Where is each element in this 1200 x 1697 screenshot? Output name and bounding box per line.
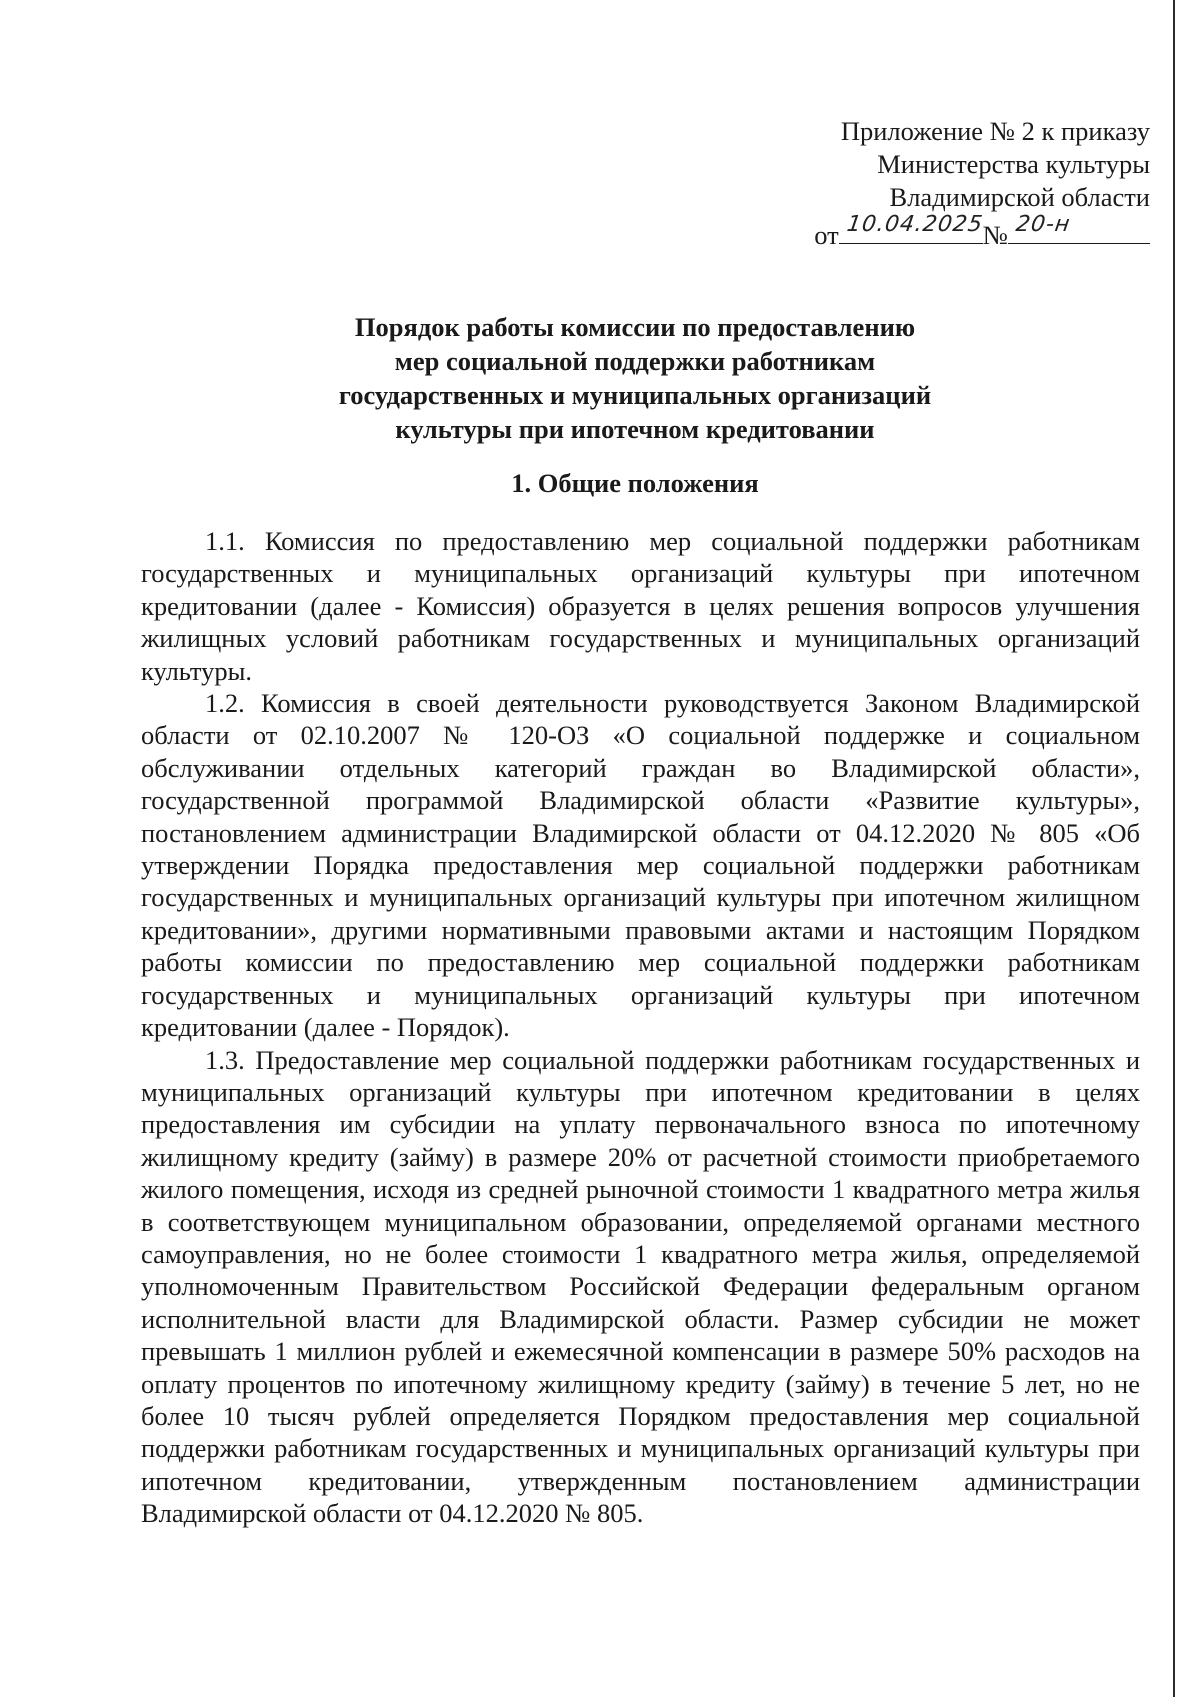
section-body xyxy=(141,525,1140,1530)
title-line-4: культуры при ипотечном кредитовании xyxy=(395,414,875,444)
title-line-3: государственных и муниципальных организаций xyxy=(338,380,932,410)
section-heading: 1. Общие положения xyxy=(511,468,759,498)
appendix-line-2: Министерства культуры xyxy=(877,149,1150,179)
page-edge-line xyxy=(1173,0,1175,1697)
appendix-line-3: Владимирской области xyxy=(889,182,1150,212)
number-label: № xyxy=(982,220,1008,250)
title-line-2: мер социальной поддержки работникам xyxy=(394,346,876,376)
from-label: от xyxy=(814,220,839,250)
date-blank xyxy=(839,212,985,244)
appendix-block xyxy=(630,115,1150,252)
paragraph-1-1: 1.1. Комиссия по предоставлению мер социальной поддержки работникам государственных и муниципальных организаций культуры при ипотечном кредитовании (далее - Комиссия) образуется в целях решения вопросов улучшения жилищных условий работникам государственных и муниципальных организаций культуры. xyxy=(141,526,1140,686)
handwritten-number: 20-н xyxy=(1014,212,1073,237)
document-title xyxy=(140,310,1130,446)
paragraph-1-2: 1.2. Комиссия в своей деятельности руководствуется Законом Владимирской области от 02.10.2007 № 120-ОЗ «О социальной поддержке и социальном обслуживании отдельных категорий граждан во Владимирской области», государственной программой Владимирской области «Развитие культуры», постановлением администрации Владимирской области от 04.12.2020 № 805 «Об утверждении Порядка предоставления мер социальной поддержки работникам государственных и муниципальных организаций культуры при ипотечном жилищном кредитовании», другими нормативными правовыми актами и настоящим Порядком работы комиссии по предоставлению мер социальной поддержки работникам государственных и муниципальных организаций культуры при ипотечном кредитовании (далее - Порядок). xyxy=(141,688,1140,1043)
paragraph-1-3: 1.3. Предоставление мер социальной поддержки работникам государственных и муниципальных организаций культуры при ипотечном кредитовании в целях предоставления им субсидии на уплату первоначального взноса по ипотечному жилищному кредиту (займу) в размере 20% от расчетной стоимости приобретаемого жилого помещения, исходя из средней рыночной стоимости 1 квадратного метра жилья в соответствующем муниципальном образовании, определяемой органами местного самоуправления, но не более стоимости 1 квадратного метра жилья, определяемой уполномоченным Правительством Российской Федерации федеральным органом исполнительной власти для Владимирской области. Размер субсидии не может превышать 1 миллион рублей и ежемесячной компенсации в размере 50% расходов на оплату процентов по ипотечному жилищному кредиту (займу) в течение 5 лет, но не более 10 тысяч рублей определяется Порядком предоставления мер социальной поддержки работникам государственных и муниципальных организаций культуры при ипотечном кредитовании, утвержденным постановлением администрации Владимирской области от 04.12.2020 № 805. xyxy=(141,1044,1140,1529)
order-date-number-line xyxy=(630,212,1150,252)
number-blank xyxy=(1008,212,1150,244)
title-line-1: Порядок работы комиссии по предоставлению xyxy=(354,312,916,342)
handwritten-date: 10.04.2025 xyxy=(844,212,985,237)
appendix-line-1: Приложение № 2 к приказу xyxy=(840,116,1150,146)
